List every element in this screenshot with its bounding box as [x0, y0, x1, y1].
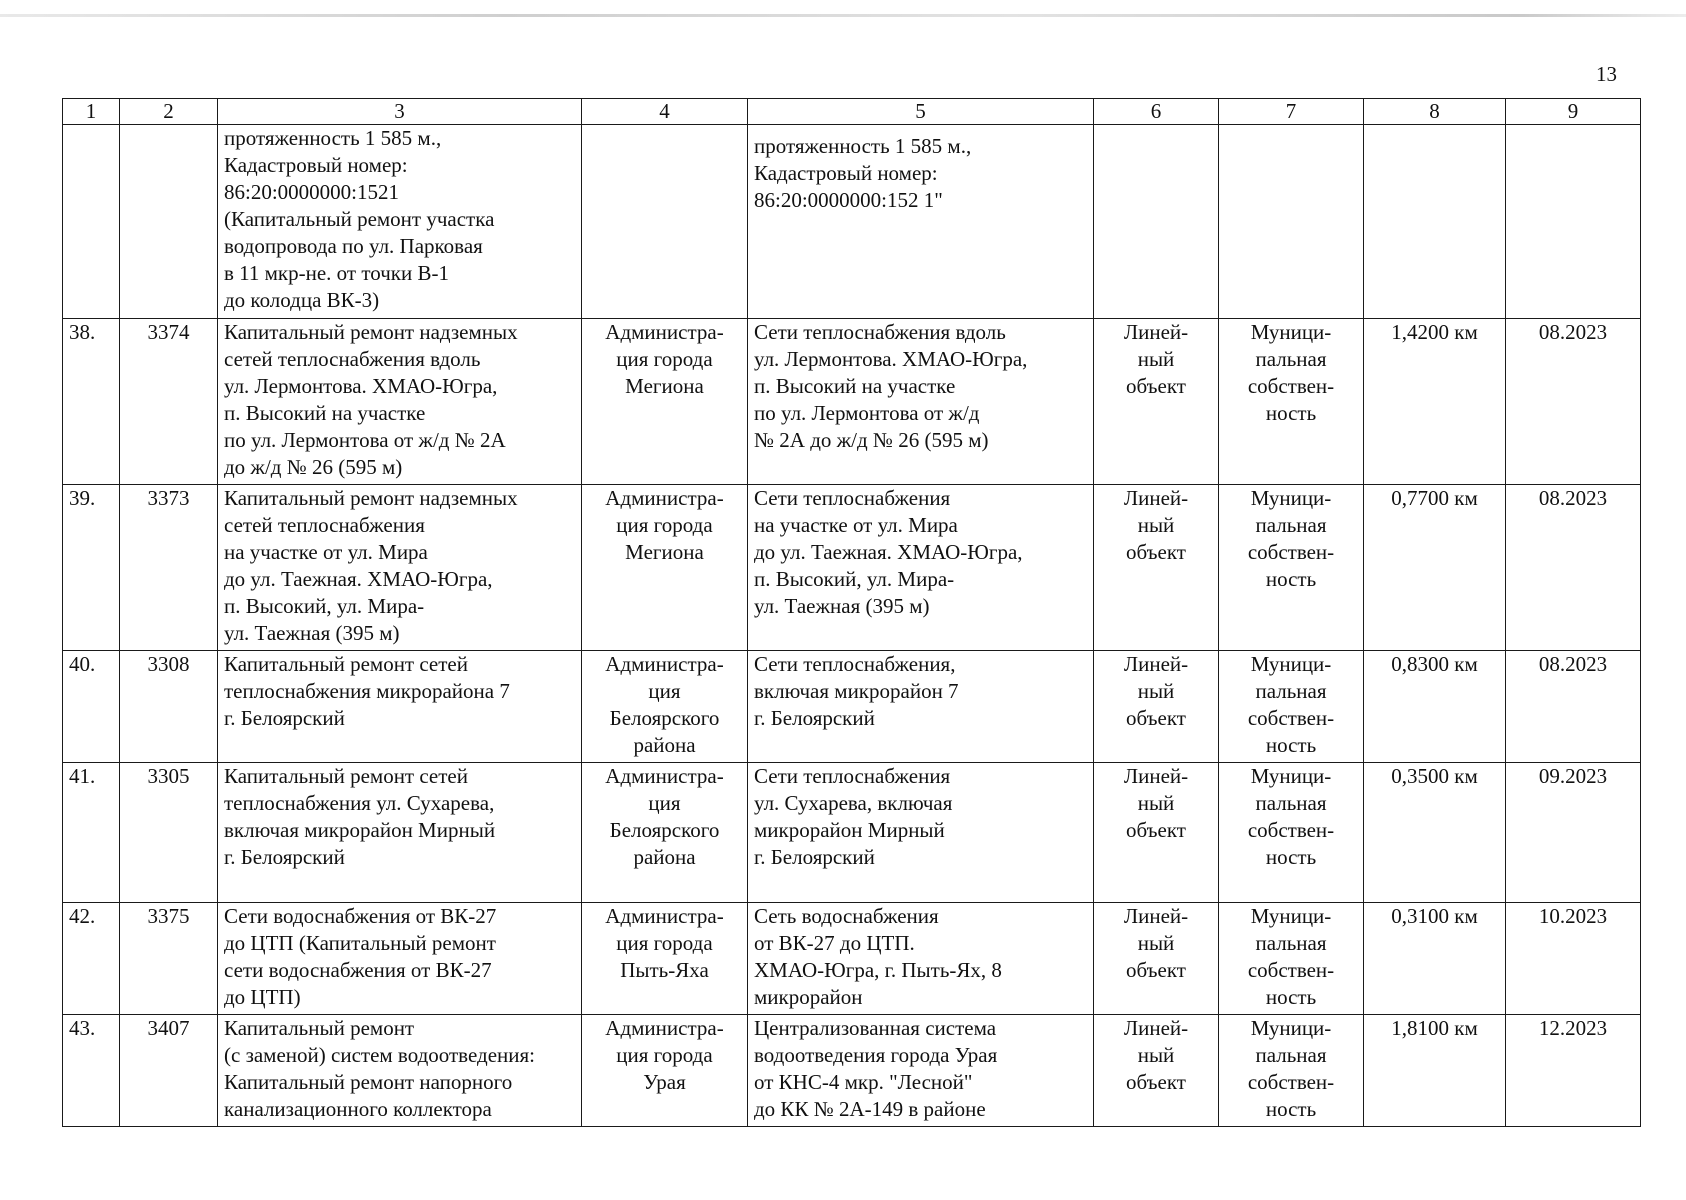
row-date: 12.2023 — [1506, 1015, 1641, 1127]
row-work-name: протяженность 1 585 м., Кадастровый номер: 86:20:0000000:1521 (Капитальный ремонт участка водопровода по ул. Парковая в 11 мкр-не. от точки В-1 до колодца ВК-3) — [218, 125, 582, 319]
row-object: протяженность 1 585 м., Кадастровый номер: 86:20:0000000:152 1" — [748, 125, 1094, 319]
row-date: 08.2023 — [1506, 319, 1641, 485]
row-capacity: 1,8100 км — [1364, 1015, 1506, 1127]
row-code: 3305 — [120, 763, 218, 903]
table-row — [63, 763, 1641, 903]
row-object: Централизованная система водоотведения города Урая от КНС-4 мкр. "Лесной" до КК № 2А-149 в районе — [748, 1015, 1094, 1127]
row-object-type: Линей- ный объект — [1094, 903, 1219, 1015]
row-capacity: 1,4200 км — [1364, 319, 1506, 485]
row-date: 08.2023 — [1506, 485, 1641, 651]
row-object-type: Линей- ный объект — [1094, 319, 1219, 485]
row-capacity: 0,3500 км — [1364, 763, 1506, 903]
row-ownership: Муници- пальная собствен- ность — [1219, 763, 1364, 903]
col-header-2: 2 — [120, 99, 218, 125]
row-capacity: 0,8300 км — [1364, 651, 1506, 763]
row-customer: Администра- ция Белоярского района — [582, 763, 748, 903]
row-capacity — [1364, 125, 1506, 319]
row-customer: Администра- ция Белоярского района — [582, 651, 748, 763]
col-header-4: 4 — [582, 99, 748, 125]
row-ownership: Муници- пальная собствен- ность — [1219, 1015, 1364, 1127]
row-number — [63, 125, 120, 319]
col-header-5: 5 — [748, 99, 1094, 125]
row-code: 3373 — [120, 485, 218, 651]
col-header-3: 3 — [218, 99, 582, 125]
row-object: Сети теплоснабжения на участке от ул. Мира до ул. Таежная. ХМАО-Югра, п. Высокий, ул. Мира- ул. Таежная (395 м) — [748, 485, 1094, 651]
row-object-type: Линей- ный объект — [1094, 763, 1219, 903]
row-customer — [582, 125, 748, 319]
col-header-1: 1 — [63, 99, 120, 125]
row-object: Сеть водоснабжения от ВК-27 до ЦТП. ХМАО-Югра, г. Пыть-Ях, 8 микрорайон — [748, 903, 1094, 1015]
row-object-type: Линей- ный объект — [1094, 1015, 1219, 1127]
table-row — [63, 319, 1641, 485]
row-ownership: Муници- пальная собствен- ность — [1219, 903, 1364, 1015]
row-work-name: Капитальный ремонт надземных сетей теплоснабжения на участке от ул. Мира до ул. Таежная. ХМАО-Югра, п. Высокий, ул. Мира- ул. Таежная (395 м) — [218, 485, 582, 651]
scan-edge-line — [0, 14, 1686, 17]
header-row — [63, 99, 1641, 125]
row-number: 43. — [63, 1015, 120, 1127]
row-customer: Администра- ция города Пыть-Яха — [582, 903, 748, 1015]
row-date: 10.2023 — [1506, 903, 1641, 1015]
col-header-6: 6 — [1094, 99, 1219, 125]
row-date: 09.2023 — [1506, 763, 1641, 903]
row-object-type: Линей- ный объект — [1094, 485, 1219, 651]
row-work-name: Капитальный ремонт надземных сетей теплоснабжения вдоль ул. Лермонтова. ХМАО-Югра, п. Высокий на участке по ул. Лермонтова от ж/д № 2А до ж/д № 26 (595 м) — [218, 319, 582, 485]
row-date — [1506, 125, 1641, 319]
row-customer: Администра- ция города Урая — [582, 1015, 748, 1127]
col-header-8: 8 — [1364, 99, 1506, 125]
row-work-name: Сети водоснабжения от ВК-27 до ЦТП (Капитальный ремонт сети водоснабжения от ВК-27 до ЦТП) — [218, 903, 582, 1015]
row-capacity: 0,3100 км — [1364, 903, 1506, 1015]
row-object-type — [1094, 125, 1219, 319]
row-ownership: Муници- пальная собствен- ность — [1219, 485, 1364, 651]
row-ownership — [1219, 125, 1364, 319]
row-customer: Администра- ция города Мегиона — [582, 319, 748, 485]
row-code: 3375 — [120, 903, 218, 1015]
table-row — [63, 485, 1641, 651]
row-work-name: Капитальный ремонт (с заменой) систем водоотведения: Капитальный ремонт напорного канализационного коллектора — [218, 1015, 582, 1127]
row-date: 08.2023 — [1506, 651, 1641, 763]
row-object: Сети теплоснабжения, включая микрорайон 7 г. Белоярский — [748, 651, 1094, 763]
row-number: 40. — [63, 651, 120, 763]
row-code: 3407 — [120, 1015, 218, 1127]
row-object: Сети теплоснабжения ул. Сухарева, включая микрорайон Мирный г. Белоярский — [748, 763, 1094, 903]
row-number: 42. — [63, 903, 120, 1015]
row-ownership: Муници- пальная собствен- ность — [1219, 651, 1364, 763]
row-code: 3374 — [120, 319, 218, 485]
row-number: 41. — [63, 763, 120, 903]
row-code — [120, 125, 218, 319]
table-row — [63, 903, 1641, 1015]
table-row — [63, 1015, 1641, 1127]
table-row — [63, 651, 1641, 763]
row-object: Сети теплоснабжения вдоль ул. Лермонтова. ХМАО-Югра, п. Высокий на участке по ул. Лермонтова от ж/д № 2А до ж/д № 26 (595 м) — [748, 319, 1094, 485]
row-customer: Администра- ция города Мегиона — [582, 485, 748, 651]
table-row — [63, 125, 1641, 319]
register-table — [62, 98, 1641, 1127]
page-number: 13 — [1596, 62, 1617, 86]
row-number: 38. — [63, 319, 120, 485]
col-header-7: 7 — [1219, 99, 1364, 125]
row-work-name: Капитальный ремонт сетей теплоснабжения микрорайона 7 г. Белоярский — [218, 651, 582, 763]
row-work-name: Капитальный ремонт сетей теплоснабжения ул. Сухарева, включая микрорайон Мирный г. Белоярский — [218, 763, 582, 903]
row-object-type: Линей- ный объект — [1094, 651, 1219, 763]
row-code: 3308 — [120, 651, 218, 763]
row-capacity: 0,7700 км — [1364, 485, 1506, 651]
row-ownership: Муници- пальная собствен- ность — [1219, 319, 1364, 485]
row-number: 39. — [63, 485, 120, 651]
col-header-9: 9 — [1506, 99, 1641, 125]
